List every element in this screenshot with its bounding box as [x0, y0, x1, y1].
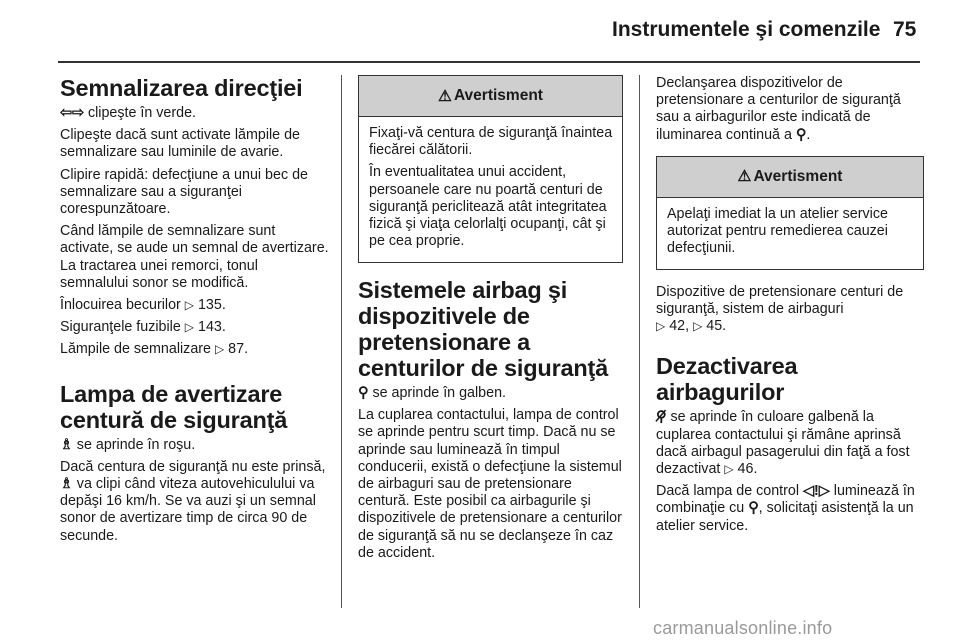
warning-body [657, 198, 923, 269]
column-1 [60, 75, 330, 550]
heading-airbag-deactivation: Dezactivarea airbagurilor [656, 353, 798, 406]
control-lamp-icon: ◁!▷ [803, 483, 830, 500]
column-divider-1 [341, 75, 342, 608]
text: se aprinde în roşu. [72, 436, 196, 453]
header-rule [58, 61, 920, 63]
paragraph-belt-detail [60, 459, 330, 545]
paragraph-turn-status [60, 105, 330, 122]
warning-triangle-icon: ⚠ [737, 168, 752, 186]
text: Dacă centura de siguranţă nu este prinsă, [60, 458, 326, 475]
page-reference: 45. [702, 318, 727, 335]
text: Lămpile de semnalizare [60, 341, 215, 358]
page-reference-arrow-icon [693, 318, 702, 334]
text: se aprinde în galben. [368, 385, 506, 401]
text: Siguranţele fuzibile [60, 319, 185, 336]
paragraph-lamps-ref [60, 341, 330, 358]
page-reference-arrow-icon [724, 461, 733, 477]
page-reference-arrow-icon [185, 297, 194, 313]
paragraph-deactivation [656, 409, 924, 478]
paragraph: Fixaţi-vă centura de siguranţă înaintea fiecărei călătorii. [369, 125, 613, 159]
heading-airbag-systems: Sistemele airbag şi dispozitivele de pretensionare a centurilor de siguranţă [358, 277, 609, 381]
paragraph-deployment [656, 75, 924, 144]
column-divider-2 [639, 75, 640, 608]
warning-title: Avertisment [453, 87, 543, 104]
paragraph: Apelaţi imediat la un atelier service autorizat pentru remedierea cauzei defecţiunii. [667, 205, 888, 257]
column-2 [358, 75, 623, 567]
paragraph: Când lămpile de semnalizare sunt activate, se aude un semnal de avertizare. La tractarea unei remorci, tonul semnalului sonor se modifică. [60, 223, 329, 291]
text: clipeşte în verde. [83, 105, 197, 121]
text: Dacă lampa de control [656, 483, 804, 500]
text: Înlocuirea becurilor [60, 297, 185, 314]
page-reference: 87. [224, 341, 249, 358]
page-reference-arrow-icon [215, 341, 224, 357]
paragraph-service [656, 483, 924, 535]
seatbelt-icon: ♗ [60, 476, 73, 493]
warning-header [657, 157, 923, 198]
page-reference: 135. [194, 297, 226, 314]
paragraph-airbag-status [358, 385, 623, 402]
text: luminează în combinaţie cu [656, 483, 915, 517]
paragraph-bulb-ref [60, 297, 330, 314]
warning-body [359, 117, 622, 261]
column-3 [656, 75, 924, 540]
page-reference-arrow-icon [185, 319, 194, 335]
airbag-icon: ⚲ [358, 385, 369, 401]
airbag-off-icon: ⚲̸ [656, 409, 667, 426]
paragraph: Clipeşte dacă sunt activate lămpile de semnalizare sau luminile de avarie. [60, 127, 301, 161]
text: se aprinde în culoare galbenă la cuplarea contactului şi rămâne aprinsă dacă airbagul pasagerului din faţă a fost dezactivat [656, 409, 910, 478]
seatbelt-icon: ♗ [60, 436, 73, 453]
page-number: 75 [893, 18, 917, 41]
heading-turn-signals: Semnalizarea direcţiei [60, 75, 303, 101]
warning-title: Avertisment [753, 167, 843, 185]
page-reference: 46. [733, 461, 758, 478]
warning-box [358, 75, 623, 263]
text: . [806, 126, 811, 143]
paragraph: La cuplarea contactului, lampa de control se aprinde pentru scurt timp. Dacă nu se aprinde sau luminează în timpul conducerii, există o defecţiune la sistemul de airbaguri sau de pretensionare centură. Este posibil ca airbagurile şi dispozitivele de pretensionare a centurilor de siguranţă să nu se declanşeze în caz de accident. [358, 407, 622, 561]
warning-box [656, 156, 924, 270]
paragraph-belt-status [60, 437, 330, 454]
paragraph: Clipire rapidă: defecţiune a unui bec de semnalizare sau a siguranţei corespunzătoare. [60, 166, 308, 218]
turn-signal-icon: ⇦⇨ [60, 105, 84, 121]
text: Declanşarea dispozitivelor de pretensionare a centurilor de siguranţă sau a airbagurilor este indicată de iluminarea continuă a [656, 75, 901, 143]
text: va clipi când viteza autovehiculului va depăşi 16 km/h. Se va auzi şi un semnal sonor de avertizare timp de circa 90 de secunde. [60, 476, 316, 544]
watermark: carmanualsonline.info [653, 618, 833, 638]
running-header-title: Instrumentele şi comenzile [612, 18, 881, 41]
heading-seatbelt: Lampa de avertizare centură de siguranţă [60, 380, 288, 433]
airbag-icon: ⚲ [748, 500, 759, 517]
paragraph: În eventualitatea unui accident, persoanele care nu poartă centuri de siguranţă periclitează atât integritatea fizică şi viaţa celorlalţi ocupanţi, cât şi pe cea proprie. [369, 164, 607, 250]
text: Dispozitive de pretensionare centuri de siguranţă, sistem de airbaguri [656, 283, 904, 318]
airbag-icon: ⚲ [795, 126, 807, 143]
paragraph-refs [656, 284, 924, 336]
page-reference: 143. [194, 319, 226, 336]
warning-header [359, 76, 622, 117]
text: , solicitaţi asistenţă la un atelier service. [656, 500, 914, 534]
paragraph-fuse-ref [60, 319, 330, 336]
warning-triangle-icon: ⚠ [438, 87, 452, 105]
page-reference: 42, [665, 318, 694, 335]
page-reference-arrow-icon [656, 318, 665, 334]
